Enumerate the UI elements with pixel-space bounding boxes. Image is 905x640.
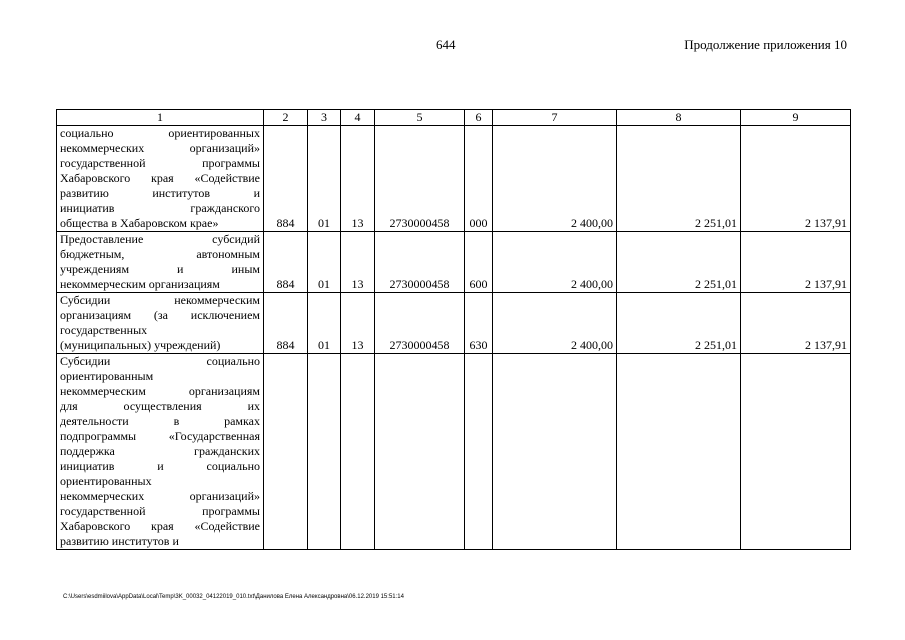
description-line: подпрограммы «Государственная [60, 429, 260, 443]
description-line: социально ориентированных [60, 126, 260, 140]
description-line: некоммерческих организаций» [60, 141, 260, 155]
expense-description-cell [57, 293, 264, 354]
subsection-code-cell [341, 354, 375, 550]
amount-year3-cell: 2 137,91 [741, 126, 851, 232]
kvsr-code-cell: 884 [264, 126, 308, 232]
column-header: 5 [375, 110, 465, 126]
description-line: учреждениям и иным [60, 262, 260, 276]
kvsr-code-cell: 884 [264, 293, 308, 354]
column-header: 6 [465, 110, 493, 126]
column-header: 8 [617, 110, 741, 126]
expense-type-cell [465, 354, 493, 550]
amount-year2-cell: 2 251,01 [617, 232, 741, 293]
expense-type-cell: 630 [465, 293, 493, 354]
section-code-cell: 01 [308, 293, 341, 354]
description-line: бюджетным, автономным [60, 247, 260, 261]
budget-table [56, 109, 851, 550]
description-line: развитию институтов и [60, 534, 179, 548]
amount-year2-cell [617, 354, 741, 550]
kvsr-code-cell [264, 354, 308, 550]
amount-year1-cell: 2 400,00 [493, 126, 617, 232]
column-header: 1 [57, 110, 264, 126]
column-header: 7 [493, 110, 617, 126]
amount-year3-cell: 2 137,91 [741, 232, 851, 293]
description-line: деятельности в рамках [60, 414, 260, 428]
page-number: 644 [436, 37, 456, 52]
expense-type-cell: 600 [465, 232, 493, 293]
amount-year1-cell: 2 400,00 [493, 293, 617, 354]
section-code-cell: 01 [308, 126, 341, 232]
description-line: для осуществления их [60, 399, 260, 413]
description-line: некоммерческим организациям [60, 277, 220, 291]
file-path-footer: C:\Users\esdmiilova\AppData\Local\Temp\3K_00032_04122019_010.txt\Данилова Елена Александровна\06.12.2019 15:51:14 [63, 594, 404, 600]
expense-type-cell: 000 [465, 126, 493, 232]
section-code-cell [308, 354, 341, 550]
kvsr-code-cell: 884 [264, 232, 308, 293]
description-line: поддержка гражданских [60, 444, 260, 458]
target-article-cell [375, 354, 465, 550]
column-header: 3 [308, 110, 341, 126]
target-article-cell: 2730000458 [375, 293, 465, 354]
section-code-cell: 01 [308, 232, 341, 293]
amount-year3-cell: 2 137,91 [741, 293, 851, 354]
description-line: развитию институтов и [60, 186, 260, 200]
amount-year1-cell [493, 354, 617, 550]
description-line: Субсидии некоммерческим [60, 293, 260, 307]
appendix-continuation-label: Продолжение приложения 10 [684, 37, 847, 52]
table-row [57, 293, 851, 354]
description-line: государственной программы [60, 504, 260, 518]
column-number-row [57, 110, 851, 126]
description-line: ориентированным [60, 369, 154, 383]
description-line: (муниципальных) учреждений) [60, 338, 221, 352]
expense-description-cell [57, 354, 264, 550]
table-row [57, 354, 851, 550]
column-header: 9 [741, 110, 851, 126]
description-line: инициатив и социально [60, 459, 260, 473]
amount-year2-cell: 2 251,01 [617, 126, 741, 232]
description-line: государственных [60, 323, 148, 337]
description-line: некоммерческим организациям [60, 384, 260, 398]
column-header: 4 [341, 110, 375, 126]
expense-description-cell [57, 126, 264, 232]
target-article-cell: 2730000458 [375, 126, 465, 232]
description-line: Хабаровского края «Содействие [60, 519, 260, 533]
amount-year3-cell [741, 354, 851, 550]
target-article-cell: 2730000458 [375, 232, 465, 293]
subsection-code-cell: 13 [341, 293, 375, 354]
description-line: Хабаровского края «Содействие [60, 171, 260, 185]
expense-description-cell [57, 232, 264, 293]
subsection-code-cell: 13 [341, 232, 375, 293]
description-line: некоммерческих организаций» [60, 489, 260, 503]
table-row [57, 232, 851, 293]
description-line: Субсидии социально [60, 354, 260, 368]
amount-year2-cell: 2 251,01 [617, 293, 741, 354]
description-line: общества в Хабаровском крае» [60, 216, 219, 230]
subsection-code-cell: 13 [341, 126, 375, 232]
description-line: организациям (за исключением [60, 308, 260, 322]
description-line: инициатив гражданского [60, 201, 260, 215]
description-line: ориентированных [60, 474, 152, 488]
description-line: государственной программы [60, 156, 260, 170]
table-row [57, 126, 851, 232]
column-header: 2 [264, 110, 308, 126]
amount-year1-cell: 2 400,00 [493, 232, 617, 293]
description-line: Предоставление субсидий [60, 232, 260, 246]
